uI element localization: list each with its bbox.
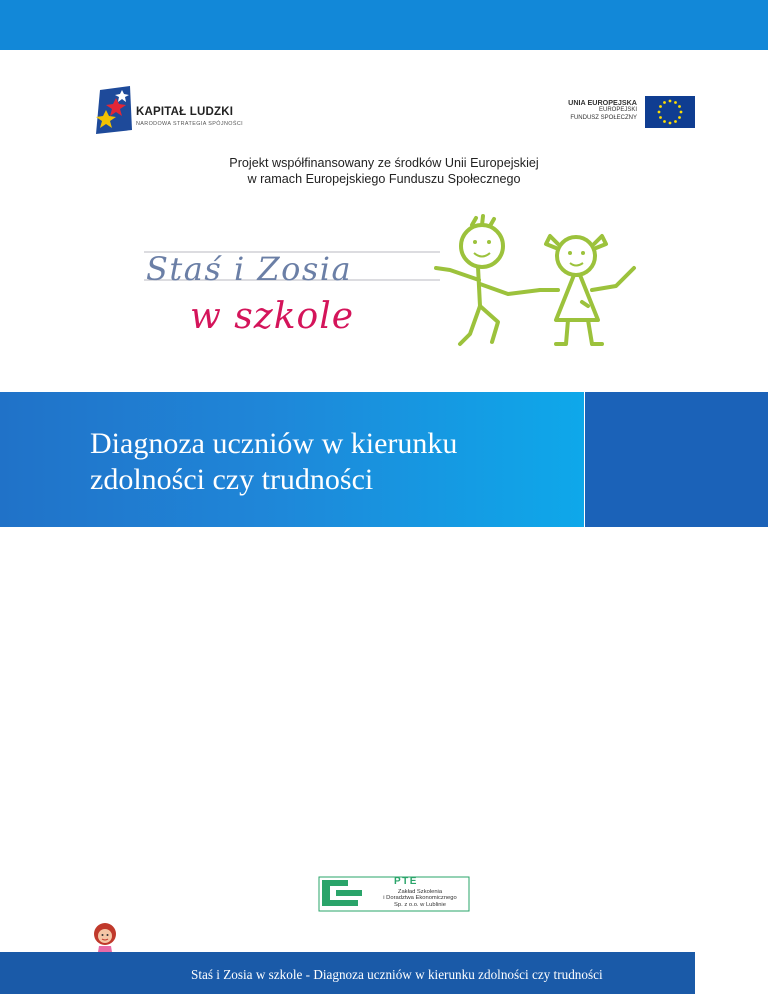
eu-flag-icon	[645, 96, 695, 128]
cofinance-line-2: w ramach Europejskiego Funduszu Społecznego	[247, 172, 521, 186]
footer-side	[695, 952, 768, 994]
eu-text	[568, 98, 637, 122]
eu-union-label: UNIA EUROPEJSKA	[568, 98, 637, 107]
cofinance-line-1: Projekt współfinansowany ze środków Unii Europejskiej	[229, 156, 539, 170]
top-bar	[0, 0, 768, 50]
eu-fund-label-1: EUROPEJSKI	[598, 107, 637, 113]
title-band-side	[585, 392, 768, 527]
eu-logo	[545, 96, 695, 128]
footer-text: Staś i Zosia w szkole - Diagnoza uczniów w kierunku zdolności czy trudności	[191, 967, 603, 982]
pte-logo	[318, 876, 470, 912]
pte-name: PTE	[394, 876, 418, 887]
project-logo	[140, 210, 650, 360]
document-title: Diagnoza uczniów w kierunku zdolności czy trudności	[90, 427, 458, 496]
pte-line-2: i Doradztwa Ekonomicznego	[383, 895, 457, 902]
eu-fund-label-2: FUNDUSZ SPOŁECZNY	[570, 114, 637, 121]
pte-subtitle	[372, 889, 468, 908]
pte-line-1: Zakład Szkolenia	[397, 889, 443, 895]
pte-line-3: Sp. z o.o. w Lublinie	[394, 901, 446, 908]
project-name: Staś i Zosia	[146, 250, 353, 288]
kapital-ludzki-logo-icon	[92, 86, 136, 138]
project-school: w szkole	[190, 296, 355, 337]
kapital-ludzki-subtitle: NARODOWA STRATEGIA SPÓJNOŚCI	[136, 121, 244, 127]
kapital-ludzki-logo	[92, 86, 292, 138]
kapital-ludzki-title: KAPITAŁ LUDZKI	[136, 106, 234, 118]
